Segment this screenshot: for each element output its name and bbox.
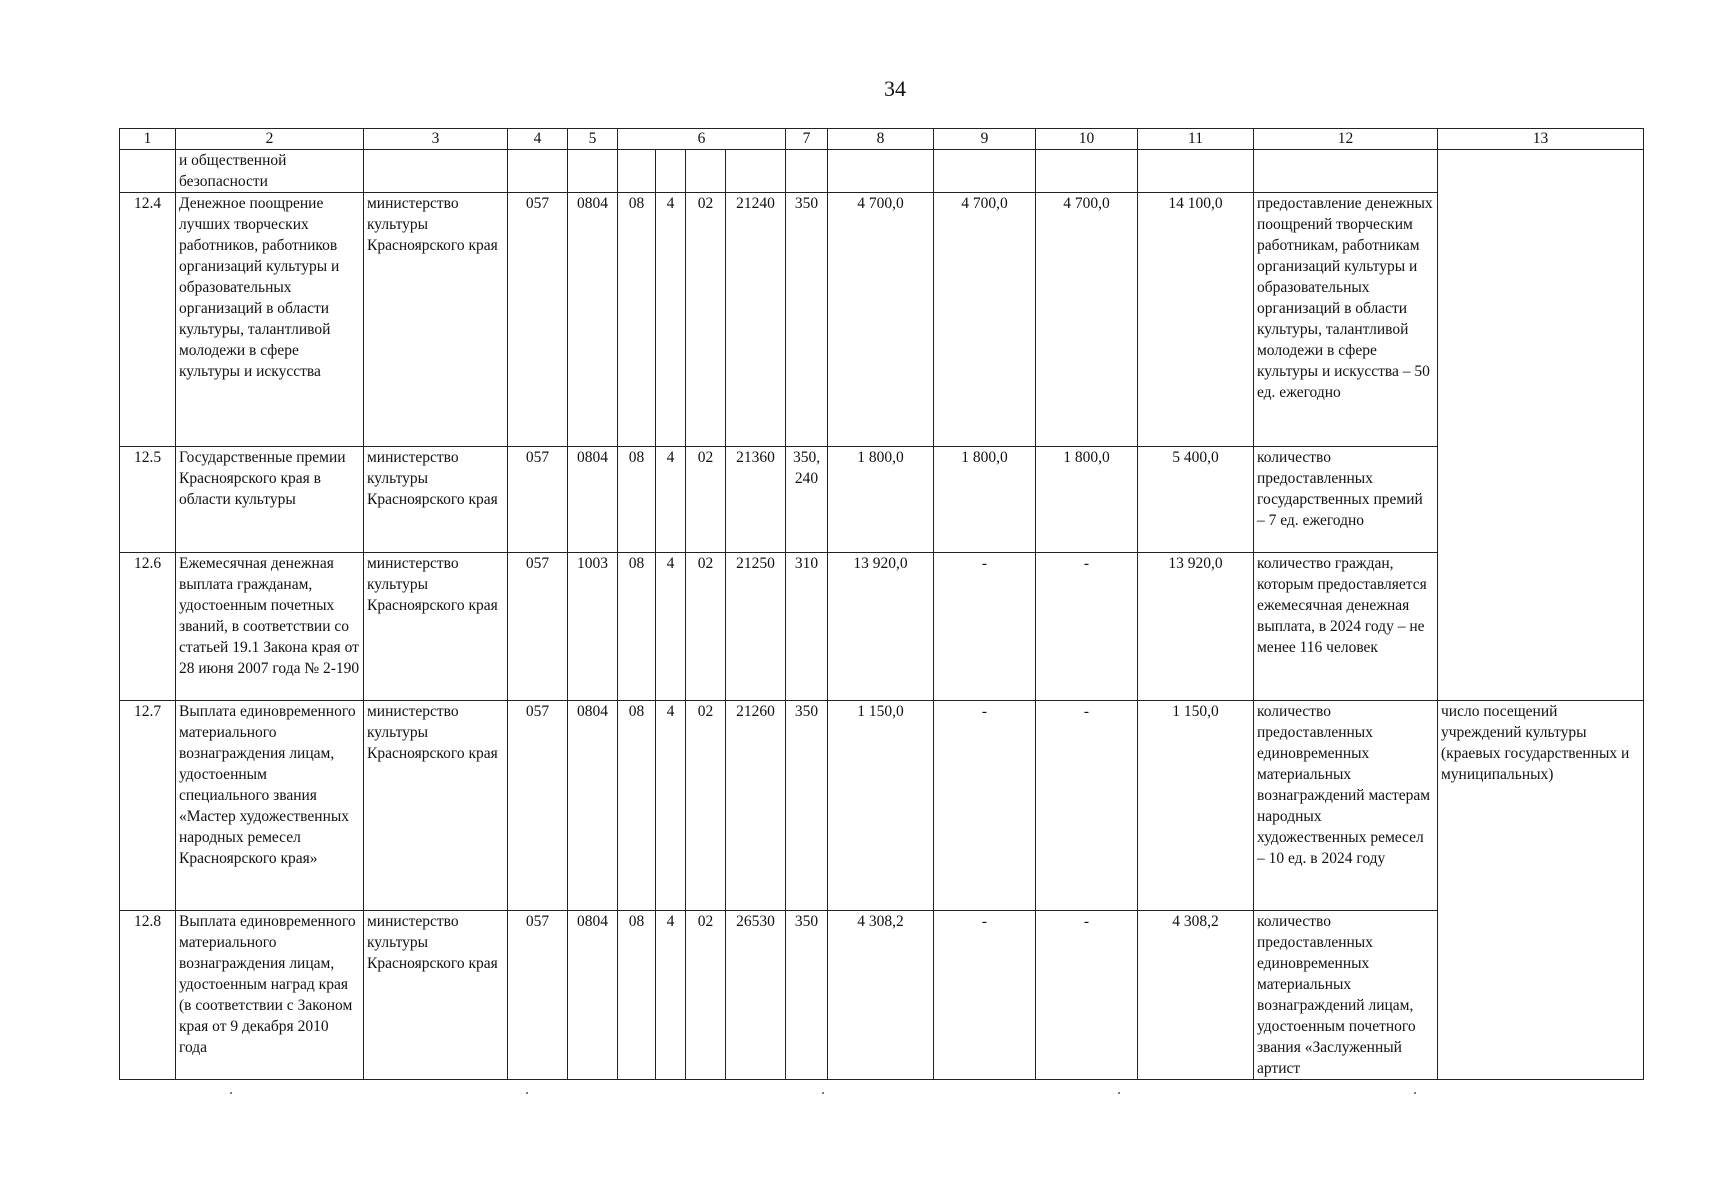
header-col-7: 7 [786,129,828,150]
cell-amount-total: 14 100,0 [1138,193,1254,447]
cell-csr-type: 4 [656,701,686,911]
header-col-6: 6 [618,129,786,150]
cell-amount-total: 5 400,0 [1138,447,1254,553]
cell-csr-code: 21360 [726,447,786,553]
scan-dot [526,1092,528,1094]
cell-result: количество предоставленных государственных премий – 7 ед. ежегодно [1254,447,1438,553]
cell-amount-2: 1 800,0 [934,447,1036,553]
cell-vr: 350 [786,911,828,1080]
cell-id: 12.5 [120,447,176,553]
cell-id: 12.6 [120,553,176,701]
cell-grbs: 057 [508,911,568,1080]
cell-csr-type: 4 [656,447,686,553]
cell-amount-total: 4 308,2 [1138,911,1254,1080]
header-col-11: 11 [1138,129,1254,150]
header-col-10: 10 [1036,129,1138,150]
cell-rzpr: 0804 [568,701,618,911]
cell-result: предоставление денежных поощрений творческим работникам, работникам организаций культуры и образовательных организаций в области культуры, талантливой молодежи в сфере культуры и искусства – 50 ед. ежегодно [1254,193,1438,447]
cell-indicator-empty [1438,150,1644,701]
cell-amount-2: - [934,553,1036,701]
table-row [120,447,1644,553]
header-col-8: 8 [828,129,934,150]
header-col-13: 13 [1438,129,1644,150]
cell-amount-2: - [934,701,1036,911]
cell-amount-3: 4 700,0 [1036,193,1138,447]
header-col-2: 2 [176,129,364,150]
cell-csr-type: 4 [656,193,686,447]
cell-amount-3: 1 800,0 [1036,447,1138,553]
cell-amount-1: 1 800,0 [828,447,934,553]
cell-csr-sub: 02 [686,193,726,447]
cell-result: количество граждан, которым предоставляется ежемесячная денежная выплата, в 2024 году – не менее 116 человек [1254,553,1438,701]
cell-amount-total: 13 920,0 [1138,553,1254,701]
cell-csr-program: 08 [618,911,656,1080]
cell-vr: 350, 240 [786,447,828,553]
cell-csr-sub: 02 [686,447,726,553]
cell-agency: министерство культуры Красноярского края [364,447,508,553]
table-row [120,553,1644,701]
cell-agency: министерство культуры Красноярского края [364,193,508,447]
cell-amount-3: - [1036,553,1138,701]
cell-amount-1: 4 700,0 [828,193,934,447]
cell-name: Выплата единовременного материального вознаграждения лицам, удостоенным специального звания «Мастер художественных народных ремесел Красноярского края» [176,701,364,911]
cell-id: 12.8 [120,911,176,1080]
table-row [120,911,1644,1080]
cell-agency: министерство культуры Красноярского края [364,553,508,701]
cell-vr: 350 [786,701,828,911]
cell-csr-sub: 02 [686,553,726,701]
cell-name: Выплата единовременного материального вознаграждения лицам, удостоенным наград края (в соответствии с Законом края от 9 декабря 2010 года [176,911,364,1080]
cell-csr-program: 08 [618,447,656,553]
header-row [120,129,1644,150]
cell-csr-code: 26530 [726,911,786,1080]
cell-csr-sub: 02 [686,911,726,1080]
cell-amount-3: - [1036,701,1138,911]
cell-id: 12.4 [120,193,176,447]
cell-amount-1: 13 920,0 [828,553,934,701]
header-col-3: 3 [364,129,508,150]
cell-csr-program: 08 [618,553,656,701]
cell-grbs: 057 [508,447,568,553]
cell-amount-1: 4 308,2 [828,911,934,1080]
scan-dot [1118,1092,1120,1094]
cell-agency: министерство культуры Красноярского края [364,701,508,911]
cell-agency: министерство культуры Красноярского края [364,911,508,1080]
cell-vr: 310 [786,553,828,701]
cell-rzpr: 0804 [568,911,618,1080]
cell-id: 12.7 [120,701,176,911]
cell-name: Денежное поощрение лучших творческих работников, работников организаций культуры и образовательных организаций в области культуры, талантливой молодежи в сфере культуры и искусства [176,193,364,447]
header-col-9: 9 [934,129,1036,150]
table-row [120,193,1644,447]
page-number: 34 [884,76,906,101]
cell-rzpr: 1003 [568,553,618,701]
header-col-4: 4 [508,129,568,150]
cell-amount-2: 4 700,0 [934,193,1036,447]
header-col-5: 5 [568,129,618,150]
header-col-1: 1 [120,129,176,150]
cell-grbs: 057 [508,193,568,447]
cell-csr-code: 21250 [726,553,786,701]
table-row-continuation [120,150,1644,193]
cell-csr-program: 08 [618,193,656,447]
cell-csr-program: 08 [618,701,656,911]
cell-amount-3: - [1036,911,1138,1080]
cell-name: Государственные премии Красноярского края в области культуры [176,447,364,553]
cell-csr-code: 21260 [726,701,786,911]
scan-dot [1414,1092,1416,1094]
cell-vr: 350 [786,193,828,447]
cell-csr-type: 4 [656,911,686,1080]
cell-grbs: 057 [508,701,568,911]
cell-result: количество предоставленных единовременных материальных вознаграждений мастерам народных художественных ремесел – 10 ед. в 2024 году [1254,701,1438,911]
cell-csr-sub: 02 [686,701,726,911]
scan-dot [230,1092,232,1094]
table-row [120,701,1644,911]
cell-amount-2: - [934,911,1036,1080]
cell-rzpr: 0804 [568,193,618,447]
cell-amount-1: 1 150,0 [828,701,934,911]
cell-indicator: число посещений учреждений культуры (краевых государственных и муниципальных) [1438,701,1644,1080]
scan-dot [822,1092,824,1094]
cell-csr-type: 4 [656,553,686,701]
cell-rzpr: 0804 [568,447,618,553]
cell-grbs: 057 [508,553,568,701]
budget-table [119,128,1644,1080]
header-col-12: 12 [1254,129,1438,150]
cell-result: количество предоставленных единовременных материальных вознаграждений лицам, удостоенным почетного звания «Заслуженный артист [1254,911,1438,1080]
cell-amount-total: 1 150,0 [1138,701,1254,911]
cell-name: Ежемесячная денежная выплата гражданам, удостоенным почетных званий, в соответствии со статьей 19.1 Закона края от 28 июня 2007 года № 2-190 [176,553,364,701]
cell-name: и общественной безопасности [176,150,364,193]
cell-csr-code: 21240 [726,193,786,447]
scan-dots [230,1092,1430,1098]
